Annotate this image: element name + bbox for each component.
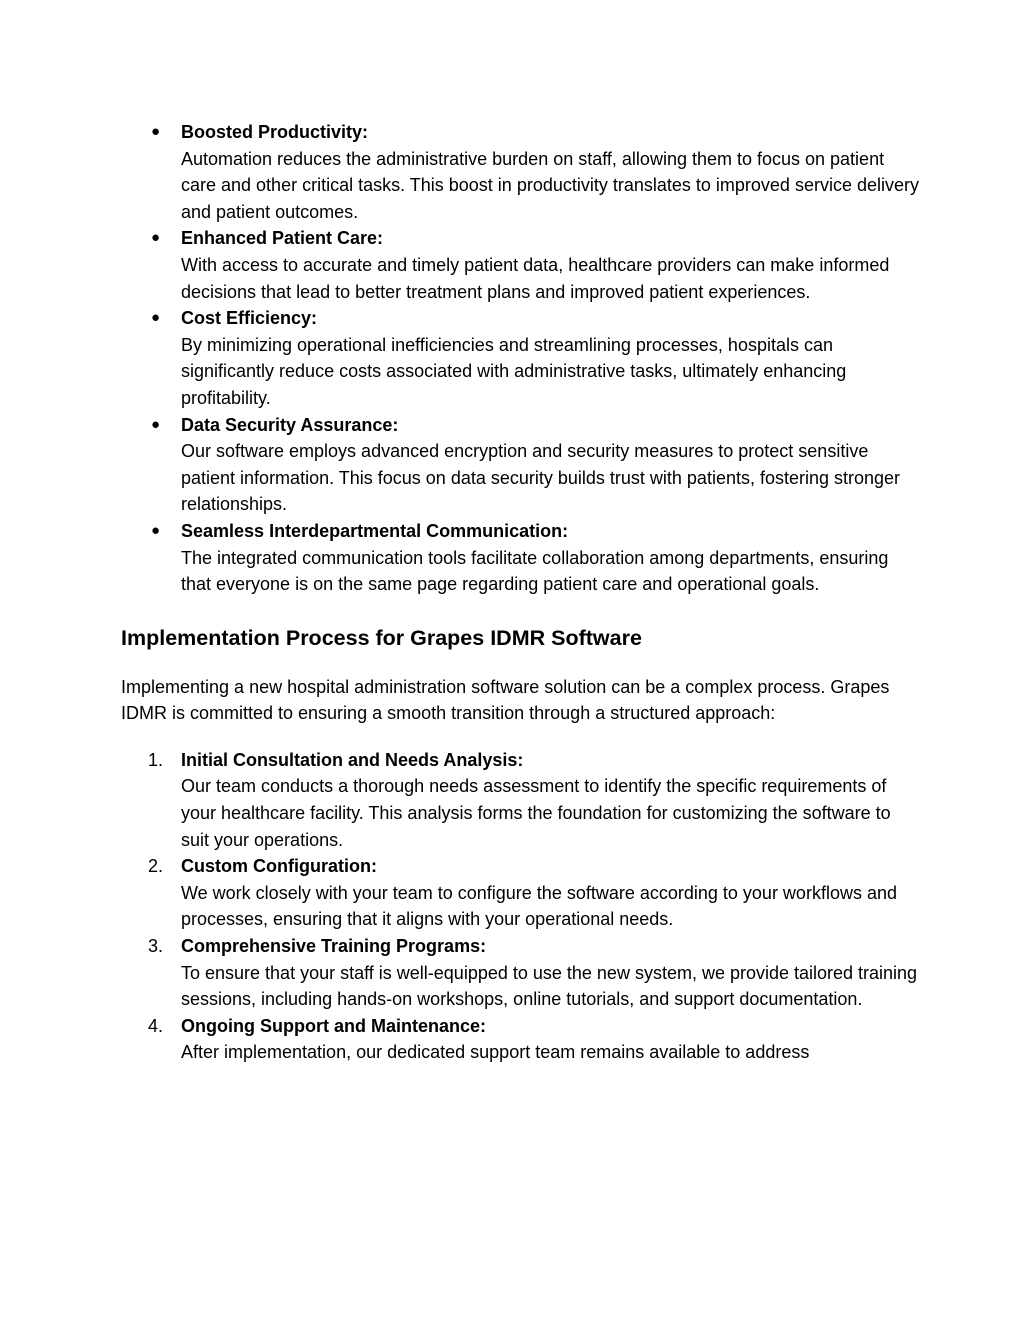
- list-item-text: With access to accurate and timely patient data, healthcare providers can make informed decisions that lead to better treatment plans and improved patient experiences.: [181, 254, 890, 302]
- list-item-text: Automation reduces the administrative burden on staff, allowing them to focus on patient care and other critical tasks. This boost in productivity translates to improved service delivery and patient outcomes.: [181, 148, 919, 222]
- step-title: Comprehensive Training Programs:: [181, 936, 487, 957]
- step-text: We work closely with your team to configure the software according to your workflows and processes, ensuring that it aligns with your operational needs.: [181, 882, 897, 930]
- step-text: Our team conducts a thorough needs assessment to identify the specific requirements of your healthcare facility. This analysis forms the foundation for customizing the software to suit your operations.: [181, 776, 891, 850]
- step-number: 2.: [148, 856, 164, 877]
- list-item-title: Cost Efficiency:: [181, 308, 318, 329]
- step-title: Initial Consultation and Needs Analysis:: [181, 749, 524, 770]
- list-item-interdepartmental-communication: [121, 518, 921, 598]
- step-training-programs: [121, 933, 921, 1013]
- list-item-boosted-productivity: [121, 119, 921, 225]
- step-custom-configuration: [121, 853, 921, 933]
- list-item-title: Enhanced Patient Care:: [181, 228, 384, 249]
- bullet-icon: ●: [151, 309, 161, 327]
- list-item-data-security: [121, 412, 921, 518]
- bullet-icon: ●: [151, 415, 161, 433]
- list-item-title: Data Security Assurance:: [181, 414, 399, 435]
- benefits-list: [121, 119, 921, 598]
- step-title: Ongoing Support and Maintenance:: [181, 1015, 486, 1036]
- step-initial-consultation: [121, 747, 921, 853]
- section-intro: Implementing a new hospital administration software solution can be a complex process. Grapes IDMR is committed to ensuring a smooth transition through a structured approach:: [121, 676, 890, 724]
- bullet-icon: ●: [151, 229, 161, 247]
- list-item-cost-efficiency: [121, 305, 921, 411]
- implementation-steps-list: [121, 747, 921, 1066]
- bullet-icon: ●: [151, 123, 161, 140]
- step-title: Custom Configuration:: [181, 856, 377, 877]
- list-item-enhanced-patient-care: [121, 225, 921, 305]
- step-number: 4.: [148, 1015, 164, 1036]
- step-text: To ensure that your staff is well-equipped to use the new system, we provide tailored training sessions, including hands-on workshops, online tutorials, and support documentation.: [181, 962, 918, 1010]
- document-content: [121, 119, 921, 1066]
- step-number: 1.: [148, 749, 164, 770]
- step-number: 3.: [148, 936, 164, 957]
- list-item-text: Our software employs advanced encryption and security measures to protect sensitive patient information. This focus on data security builds trust with patients, fostering stronger relationships.: [181, 441, 901, 515]
- list-item-title: Boosted Productivity:: [181, 122, 369, 142]
- list-item-text: By minimizing operational inefficiencies and streamlining processes, hospitals can significantly reduce costs associated with administrative tasks, ultimately enhancing profitability.: [181, 334, 847, 408]
- step-text: After implementation, our dedicated support team remains available to address: [181, 1042, 810, 1063]
- list-item-text: The integrated communication tools facilitate collaboration among departments, ensuring that everyone is on the same page regarding patient care and operational goals.: [181, 547, 889, 595]
- bullet-icon: ●: [151, 521, 161, 539]
- step-ongoing-support: [121, 1013, 921, 1066]
- list-item-title: Seamless Interdepartmental Communication:: [181, 520, 569, 541]
- section-heading: Implementation Process for Grapes IDMR Software: [121, 625, 642, 650]
